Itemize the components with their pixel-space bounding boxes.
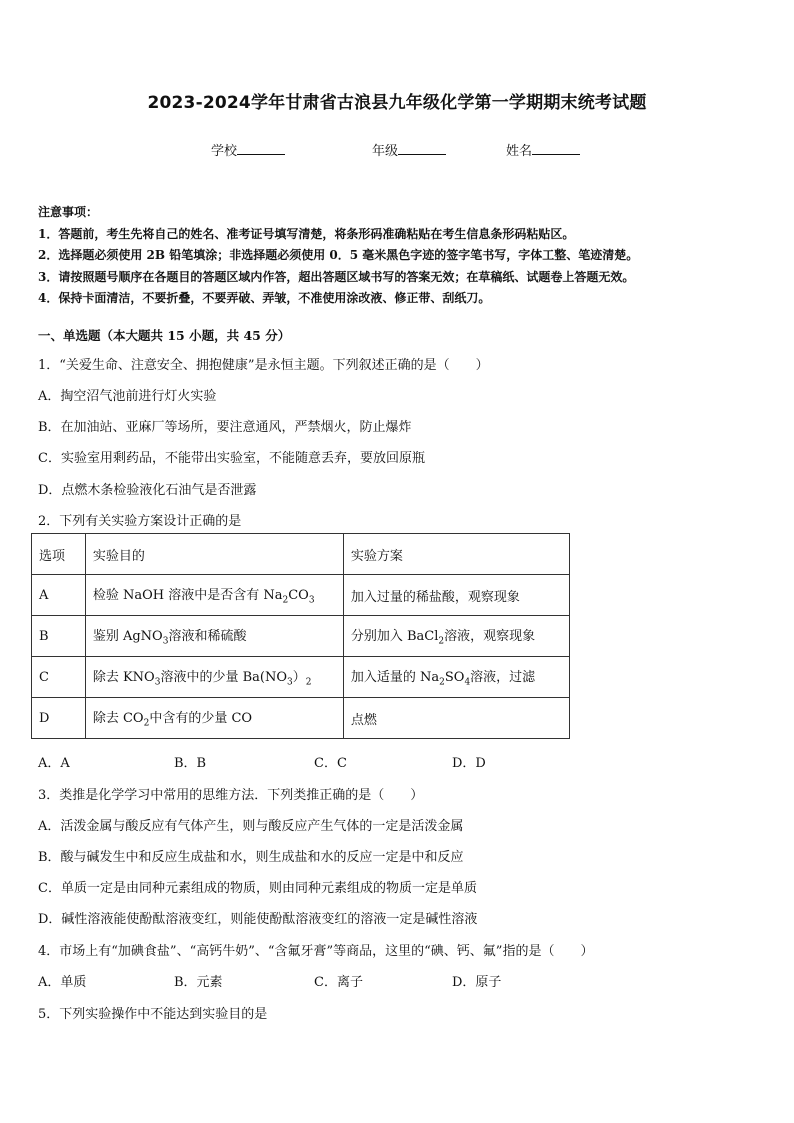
experiment-table xyxy=(31,533,570,739)
school-blank[interactable] xyxy=(237,142,285,155)
question-1-option-d[interactable]: D．点燃木条检验液化石油气是否泄露 xyxy=(38,483,257,498)
question-2-option-a[interactable]: A．A xyxy=(38,756,70,771)
plan-cell: 点燃 xyxy=(343,698,569,739)
name-field[interactable] xyxy=(506,140,580,159)
option-cell: C xyxy=(32,657,86,698)
table-header-cell: 实验方案 xyxy=(343,534,569,575)
purpose-cell: 除去 $CO_2$中含有的少量 CO xyxy=(85,698,343,739)
notice-item: 3．请按照题号顺序在各题目的答题区域内作答，超出答题区域书写的答案无效；在草稿纸、试题卷上答题无效。 xyxy=(38,269,635,284)
question-5-stem: 5．下列实验操作中不能达到实验目的是 xyxy=(38,1007,268,1022)
option-cell: B xyxy=(32,616,86,657)
question-2-option-b[interactable]: B．B xyxy=(174,756,207,771)
plan-cell: 加入过量的稀盐酸，观察现象 xyxy=(343,575,569,616)
question-3-option-b[interactable]: B．酸与碱发生中和反应生成盐和水，则生成盐和水的反应一定是中和反应 xyxy=(38,850,464,865)
grade-field[interactable] xyxy=(372,140,446,159)
purpose-cell: 除去 $KNO_3$溶液中的少量 $Ba(NO_3)_2$ xyxy=(85,657,343,698)
question-4-stem: 4．市场上有“加碘食盐”、“高钙牛奶”、“含氟牙膏”等商品，这里的“碘、钙、氟”指的是（ ） xyxy=(38,944,594,959)
school-label: 学校 xyxy=(211,144,238,159)
question-2-stem: 2．下列有关实验方案设计正确的是 xyxy=(38,514,242,529)
question-4-option-a[interactable]: A．单质 xyxy=(38,975,87,990)
question-1-option-c[interactable]: C．实验室用剩药品，不能带出实验室，不能随意丢弃，要放回原瓶 xyxy=(38,451,425,466)
question-2-options xyxy=(38,752,638,772)
notice-block xyxy=(38,202,758,310)
notice-heading: 注意事项： xyxy=(38,205,99,219)
section-heading: 一、单选题（本大题共 15 小题，共 45 分） xyxy=(38,328,291,343)
table-header-cell: 实验目的 xyxy=(85,534,343,575)
plan-cell: 加入适量的 $Na_2SO_4$溶液，过滤 xyxy=(343,657,569,698)
question-3-stem: 3．类推是化学学习中常用的思维方法．下列类推正确的是（ ） xyxy=(38,788,424,803)
purpose-cell: 鉴别 AgNO$_3$溶液和稀硫酸 xyxy=(85,616,343,657)
purpose-cell: 检验 NaOH 溶液中是否含有 $Na_2CO_3$ xyxy=(85,575,343,616)
question-4-option-c[interactable]: C．离子 xyxy=(314,975,363,990)
table-header-cell: 选项 xyxy=(32,534,86,575)
name-label: 姓名 xyxy=(506,144,533,159)
question-2-option-c[interactable]: C．C xyxy=(314,756,347,771)
question-4-option-b[interactable]: B．元素 xyxy=(174,975,223,990)
option-cell: A xyxy=(32,575,86,616)
question-2-option-d[interactable]: D．D xyxy=(452,756,486,771)
table-header-row xyxy=(32,534,570,575)
plan-cell: 分别加入 BaCl$_2$溶液，观察现象 xyxy=(343,616,569,657)
question-3-option-a[interactable]: A．活泼金属与酸反应有气体产生，则与酸反应产生气体的一定是活泼金属 xyxy=(38,819,464,834)
question-3-option-c[interactable]: C．单质一定是由同种元素组成的物质，则由同种元素组成的物质一定是单质 xyxy=(38,881,477,896)
table-row xyxy=(32,616,570,657)
table-row xyxy=(32,657,570,698)
question-4-options xyxy=(38,971,638,991)
question-1-option-a[interactable]: A．掏空沼气池前进行灯火实验 xyxy=(38,389,217,404)
question-1-option-b[interactable]: B．在加油站、亚麻厂等场所，要注意通风，严禁烟火，防止爆炸 xyxy=(38,420,412,435)
table-row xyxy=(32,575,570,616)
question-1-stem: 1．“关爱生命、注意安全、拥抱健康”是永恒主题。下列叙述正确的是（ ） xyxy=(38,358,489,373)
table-row xyxy=(32,698,570,739)
exam-title: 2023-2024学年甘肃省古浪县九年级化学第一学期期末统考试题 xyxy=(147,93,647,113)
name-blank[interactable] xyxy=(532,142,580,155)
school-field[interactable] xyxy=(211,140,285,159)
notice-item: 4．保持卡面清洁，不要折叠，不要弄破、弄皱，不准使用涂改液、修正带、刮纸刀。 xyxy=(38,291,491,305)
question-3-option-d[interactable]: D．碱性溶液能使酚酞溶液变红，则能使酚酞溶液变红的溶液一定是碱性溶液 xyxy=(38,912,478,927)
grade-blank[interactable] xyxy=(398,142,446,155)
notice-item: 2．选择题必须使用 2B 铅笔填涂；非选择题必须使用 0．5 毫米黑色字迹的签字笔书写，字体工整、笔迹清楚。 xyxy=(38,248,639,262)
grade-label: 年级 xyxy=(372,144,399,159)
option-cell: D xyxy=(32,698,86,739)
question-4-option-d[interactable]: D．原子 xyxy=(452,975,502,990)
notice-item: 1．答题前，考生先将自己的姓名、准考证号填写清楚，将条形码准确粘贴在考生信息条形码粘贴区。 xyxy=(38,226,575,241)
